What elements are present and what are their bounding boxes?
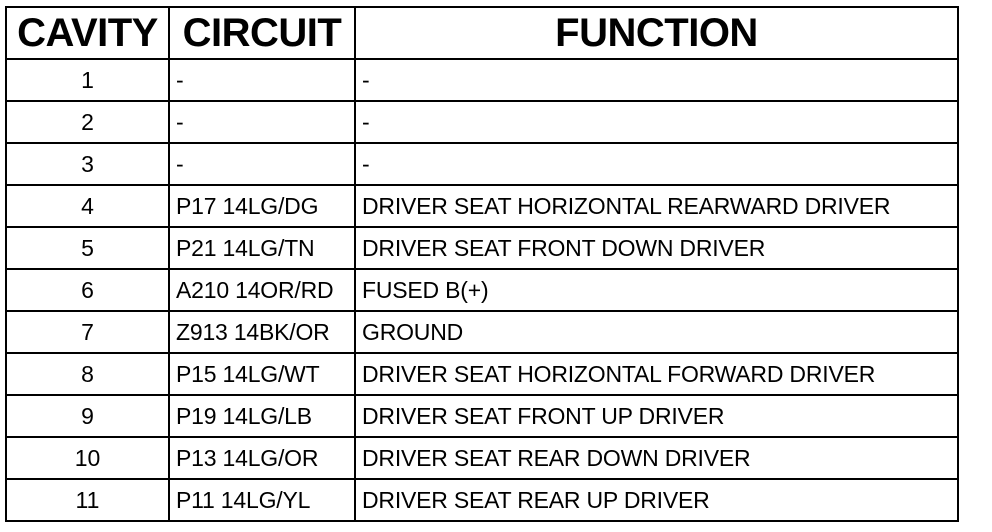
connector-pinout-table	[5, 6, 959, 522]
cavity-cell: 8	[6, 353, 169, 395]
cavity-cell: 10	[6, 437, 169, 479]
cavity-cell: 5	[6, 227, 169, 269]
circuit-cell: -	[169, 101, 355, 143]
cavity-cell: 1	[6, 59, 169, 101]
circuit-cell: -	[169, 59, 355, 101]
column-header-circuit: CIRCUIT	[169, 7, 355, 59]
cavity-cell: 3	[6, 143, 169, 185]
function-cell: DRIVER SEAT HORIZONTAL FORWARD DRIVER	[355, 353, 958, 395]
table-row	[6, 395, 958, 437]
cavity-cell: 9	[6, 395, 169, 437]
cavity-cell: 6	[6, 269, 169, 311]
column-header-cavity: CAVITY	[6, 7, 169, 59]
table-row	[6, 185, 958, 227]
circuit-cell: P13 14LG/OR	[169, 437, 355, 479]
connector-pinout-table-container	[5, 6, 959, 522]
table-row	[6, 101, 958, 143]
circuit-cell: P21 14LG/TN	[169, 227, 355, 269]
circuit-cell: -	[169, 143, 355, 185]
table-row	[6, 311, 958, 353]
cavity-cell: 7	[6, 311, 169, 353]
table-row	[6, 353, 958, 395]
function-cell: -	[355, 101, 958, 143]
function-cell: DRIVER SEAT REAR UP DRIVER	[355, 479, 958, 521]
function-cell: DRIVER SEAT REAR DOWN DRIVER	[355, 437, 958, 479]
circuit-cell: P19 14LG/LB	[169, 395, 355, 437]
cavity-cell: 11	[6, 479, 169, 521]
function-cell: FUSED B(+)	[355, 269, 958, 311]
function-cell: DRIVER SEAT HORIZONTAL REARWARD DRIVER	[355, 185, 958, 227]
table-header-row	[6, 7, 958, 59]
column-header-function: FUNCTION	[355, 7, 958, 59]
function-cell: GROUND	[355, 311, 958, 353]
circuit-cell: P17 14LG/DG	[169, 185, 355, 227]
table-row	[6, 59, 958, 101]
table-row	[6, 269, 958, 311]
table-row	[6, 143, 958, 185]
function-cell: DRIVER SEAT FRONT UP DRIVER	[355, 395, 958, 437]
circuit-cell: P15 14LG/WT	[169, 353, 355, 395]
circuit-cell: P11 14LG/YL	[169, 479, 355, 521]
cavity-cell: 2	[6, 101, 169, 143]
function-cell: DRIVER SEAT FRONT DOWN DRIVER	[355, 227, 958, 269]
circuit-cell: Z913 14BK/OR	[169, 311, 355, 353]
circuit-cell: A210 14OR/RD	[169, 269, 355, 311]
table-row	[6, 479, 958, 521]
table-row	[6, 437, 958, 479]
function-cell: -	[355, 143, 958, 185]
function-cell: -	[355, 59, 958, 101]
cavity-cell: 4	[6, 185, 169, 227]
table-row	[6, 227, 958, 269]
